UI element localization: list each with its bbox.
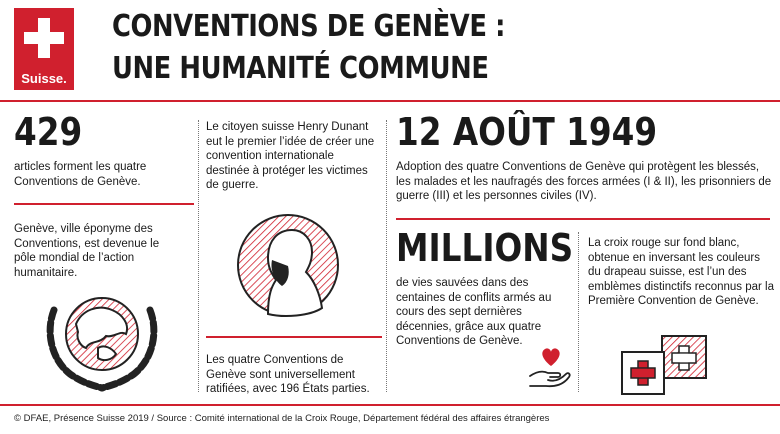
footer-divider bbox=[0, 404, 780, 406]
page-title-line1: CONVENTIONS DE GENÈVE : bbox=[112, 9, 505, 44]
page-title-line2: UNE HUMANITÉ COMMUNE bbox=[112, 51, 489, 86]
ratification-text: Les quatre Conventions de Genève sont universellement ratifiées, avec 196 États parties. bbox=[206, 354, 370, 395]
swiss-flag-icon bbox=[14, 8, 74, 68]
un-emblem-icon bbox=[40, 290, 164, 396]
column-divider bbox=[198, 120, 199, 392]
divider bbox=[206, 336, 382, 338]
stat-429-text: articles forment les quatre Conventions de Genève. bbox=[14, 161, 147, 188]
flags-icon bbox=[618, 334, 710, 396]
stat-millions: MILLIONS bbox=[396, 226, 574, 270]
column-divider bbox=[386, 120, 387, 392]
stat-429: 429 bbox=[14, 110, 83, 154]
dunant-text: Le citoyen suisse Henry Dunant eut le premier l’idée de créer une convention internationale destinée à protéger les victimes de guerre. bbox=[206, 121, 375, 191]
swiss-logo bbox=[14, 8, 74, 88]
logo-label: Suisse. bbox=[14, 68, 74, 90]
divider bbox=[14, 203, 194, 205]
divider bbox=[396, 218, 770, 220]
column-divider bbox=[578, 232, 579, 392]
date-text: Adoption des quatre Conventions de Genève qui protègent les blessés, les malades et les naufragés des forces armées (I & II), les prisonniers de guerre (III) et les personnes civiles (IV). bbox=[396, 161, 772, 202]
heart-in-hand-icon bbox=[528, 346, 574, 388]
footer-credit: © DFAE, Présence Suisse 2019 / Source : Comité international de la Croix Rouge, Département fédéral des affaires étrangères bbox=[14, 413, 550, 424]
millions-text: de vies sauvées dans des centaines de conflits armés au cours des sept dernières décennies, grâce aux quatre Conventions de Genève. bbox=[396, 277, 552, 347]
header-divider bbox=[0, 100, 780, 102]
red-cross-text: La croix rouge sur fond blanc, obtenue en inversant les couleurs du drapeau suisse, est l’un des emblèmes distinctifs reconnus par la Première Convention de Genève. bbox=[588, 237, 774, 307]
henry-dunant-portrait-icon bbox=[228, 210, 348, 320]
geneva-text: Genève, ville éponyme des Conventions, est devenue le pôle mondial de l’action humanitaire. bbox=[14, 223, 160, 279]
date-1949: 12 AOÛT 1949 bbox=[396, 110, 658, 154]
